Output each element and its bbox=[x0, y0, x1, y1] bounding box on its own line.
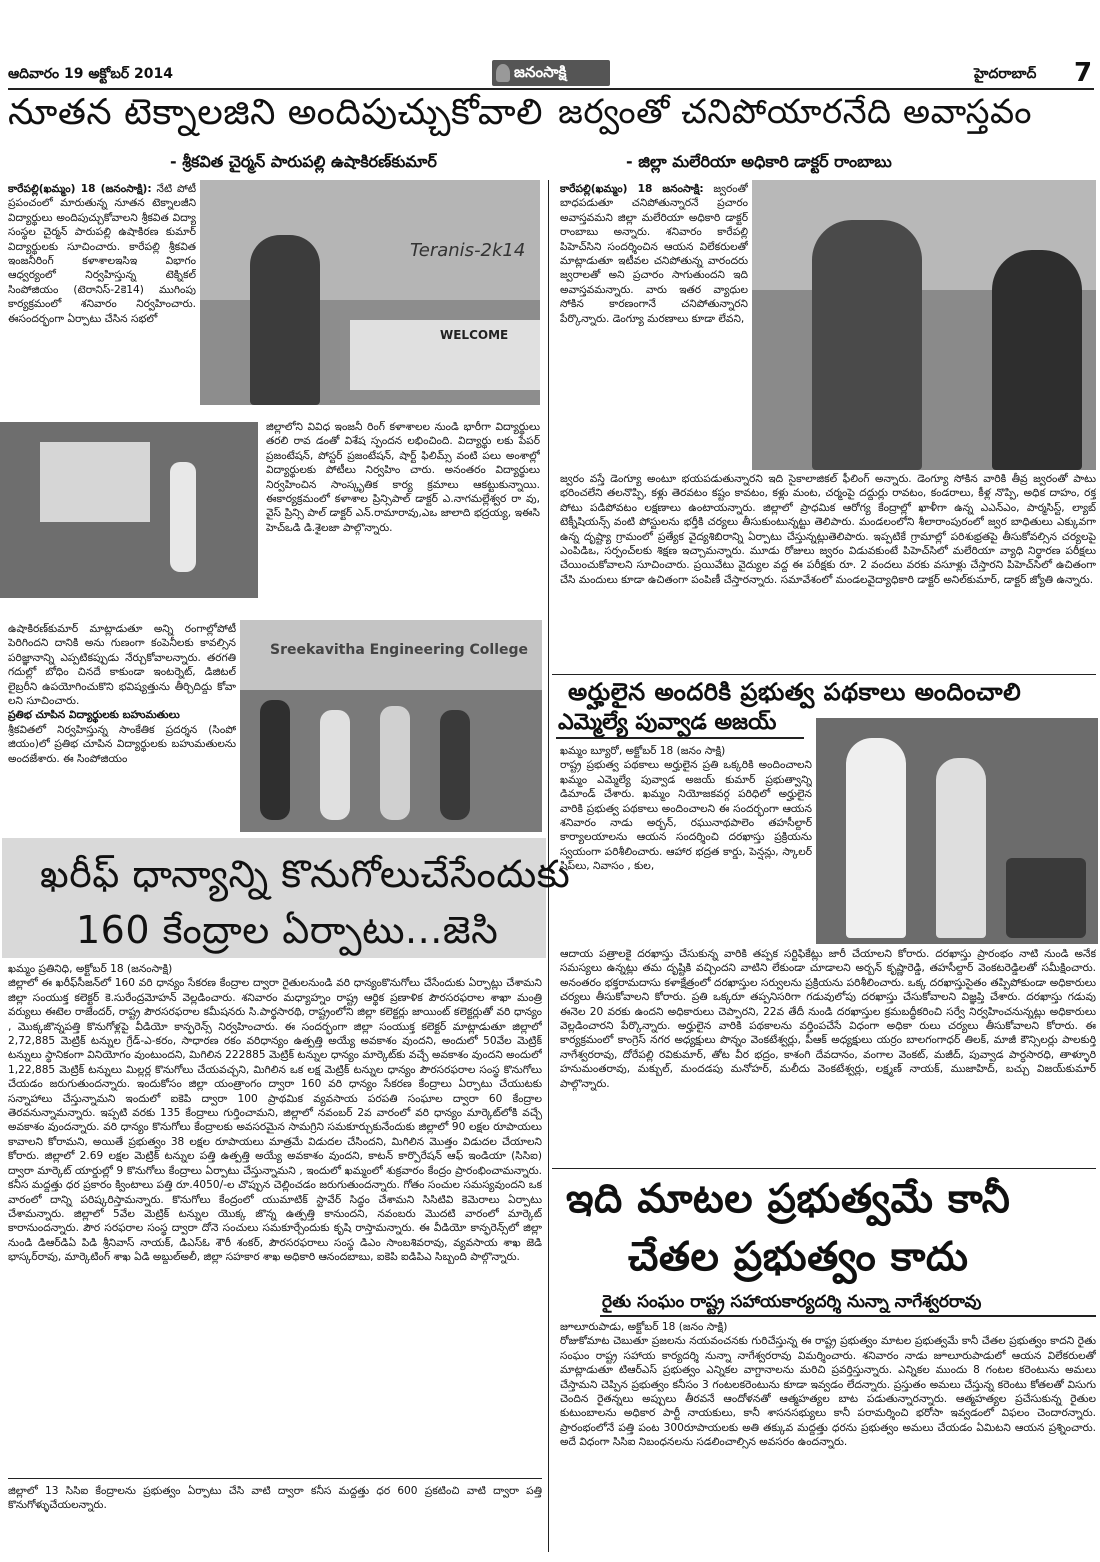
article4-dateline: ఖమ్మం ప్రతినిధి, అక్టోబర్ 18 (జనంసాక్షి) bbox=[8, 963, 173, 975]
article1-byline: - శ్రీకవిత చైర్మన్ పారుపల్లి ఉషాకిరణ్‌కుమార్ bbox=[170, 152, 437, 171]
issue-date: ఆదివారం 19 అక్టోబర్ 2014 bbox=[8, 66, 174, 82]
photo-dancer-3 bbox=[380, 706, 410, 820]
article3-byline: ఎమ్మెల్యే పువ్వాడ అజయ్ bbox=[558, 710, 777, 735]
article3-rule bbox=[552, 1168, 1096, 1169]
article4-rule bbox=[8, 1478, 542, 1479]
photo-mla bbox=[846, 738, 906, 938]
article5-dateline: జూలూరుపాడు, అక్టోబర్ 18 (జనం సాక్షి) bbox=[560, 1321, 728, 1333]
photo-mla-visit bbox=[816, 718, 1098, 944]
article5-headline-l1: ఇది మాటల ప్రభుత్వమే కానీ bbox=[566, 1176, 1011, 1222]
page-number: 7 bbox=[1074, 58, 1093, 88]
photo-dancer-4 bbox=[440, 710, 470, 820]
page-header bbox=[0, 0, 1100, 96]
article5-byline: రైతు సంఘం రాష్ట్ర సహాయకార్యదర్శి నున్నా నాగేశ్వరరావు bbox=[602, 1292, 982, 1312]
photo-drum bbox=[1006, 858, 1086, 938]
article2-dateline: కారేపల్లి(ఖమ్మం) 18 జనంసాక్షి: bbox=[560, 183, 704, 195]
article3-col1 bbox=[560, 744, 812, 946]
article1-col1-text: నేటి పోటీ ప్రపంచంలో మారుతున్న నూతన టెక్నాలజీని విద్యార్థులు అందిపుచ్చుకోవాలని శ్రీకవిత విద్యా సంస్థల చైర్మన్ పారుపల్లి ఉషాకిరణ కుమార్ విద్యార్థులకు సూచించారు. కారేపల్లి శ్రీకవిత ఇంజనీరింగ్ కళాశాలఇసిఇ విభాగం ఆధ్వర్యంలో నిర్వహిస్తున్న టెక్నికల్ సింపోజియం (టెరానిస్-2కె14) ముగింపు కార్యక్రమంలో శనివారం నిర్వహించారు. ఈసందర్భంగా ఏర్పాటు చేసిన సభలో bbox=[8, 183, 196, 325]
photo-banner: Teranis-2k14 bbox=[410, 240, 526, 261]
article4-headline-l2: 160 కేంద్రాల ఏర్పాటు...జెసి bbox=[76, 908, 499, 952]
article2-headline: జర్వంతో చనిపోయారనేది అవాస్తవం bbox=[558, 92, 1032, 132]
article1-headline: నూతన టెక్నాలజిని అందిపుచ్చుకోవాలి bbox=[8, 92, 544, 133]
photo-dance-banner bbox=[240, 620, 542, 690]
photo-dancer-2 bbox=[320, 710, 350, 820]
photo-presentation bbox=[0, 422, 258, 598]
photo-malaria-officer bbox=[752, 180, 1096, 470]
photo-woman bbox=[992, 250, 1082, 470]
photo-speaker bbox=[250, 235, 320, 405]
article3-headline: అర్హులైన అందరికి ప్రభుత్వ పథకాలు అందించాలి bbox=[568, 678, 1022, 706]
city-name: హైదరాబాద్ bbox=[974, 66, 1037, 82]
photo-symposium-speaker bbox=[200, 180, 540, 405]
article5-body-text: రోజుకోమాట చెబుతూ ప్రజలను నయవంచనకు గురిచేస్తున్న ఈ రాష్ట్ర ప్రభుత్వం మాటల ప్రభుత్వమే కానీ చేతల ప్రభుత్వం కాదని రైతు సంఘం రాష్ట్ర సహాయ కార్యదర్శి నున్నా నాగేశ్వరరావు విమర్శించారు. శనివారం నాడు జూలూరుపాడులో ఆయన విలేకరులతో మాట్లాడుతూ టిఆర్ఎస్ ప్రభుత్వం ఎన్నికల వాగ్దానాలను మరిచి ప్రవర్తిస్తున్నారు. ఎన్నికల ముందు 8 గంటల కరెంటును అమలు చేస్తామని చెప్పిన ప్రభుత్వం కనీసం 3 గంటలకరెంటును కూడా ఇవ్వడం లేదన్నారు. ప్రస్తుతం అమలు చేస్తున్న కరెంటు కోతలతో విసుగు చెందిన రైతన్నలు అప్పులు తీరవనే ఆందోళనతో ఆత్మహత్యల బాట పడుతున్నారన్నారు. ఆత్మహత్యల ప్రచేసుకున్న రైతుల కుటుంబాలను అధికార పార్టీ నాయకులు, కానీ శాసనసభ్యులు కానీ పరామర్శించి భరోసా ఇవ్వడంలో విఫలం చెందారన్నారు. ప్రారంభంలోనే పత్తి పంట 300రూపాయలకు అతి తక్కువ మద్దత్తు ధరను ప్రభుత్వం అమలు చేయడం ఏమిటని ఆయన ప్రశ్నించారు. అదే విధంగా సిసిఐ నిబంధనలను సడలించాల్సిన అవసరం ఉందన్నారు. bbox=[560, 1335, 1096, 1449]
photo-dancer-1 bbox=[260, 700, 290, 820]
article2-rule bbox=[552, 674, 1096, 675]
article1-col3 bbox=[8, 622, 236, 832]
article1-col1 bbox=[8, 182, 196, 412]
article2-col1 bbox=[560, 182, 748, 470]
masthead-logo bbox=[492, 60, 610, 86]
article2-byline: - జిల్లా మలేరియా అధికారి డాక్టర్ రాంబాబు bbox=[626, 152, 892, 171]
article4-body-text: జిల్లాలో ఈ ఖరీఫ్‌సీజన్‌లో 160 వరి ధాన్యం సేకరణ కేంద్రాల ద్వారా రైతులనుండి వరి ధాన్యంకొనుగోలు చేసేందుకు ఏర్పాట్లు చేశామని జిల్లా సంయుక్త కలెక్టర్ కె.సురేంద్రమోహన్ వెల్లడించారు. శనివారం మధ్యాహ్నం రాష్ట్ర ఆర్థిక ప్రణాళిక పౌరసరఫరాల శాఖా మంత్రి వర్యులు ఈటెల రాజేందర్, రాష్ట్ర పౌరసరఫరాల కమీషనరు సి.పార్థసారథి, రాష్ట్రంలోని జిల్లా కలెక్టర్లు జాయింట్ కలెక్టర్లుతో వరి ధాన్యం , మొక్కజొన్నపత్తి కొనుగోళ్లపై వీడియో కాన్ఫరెన్స్ నిర్వహించారు. ఈ సందర్భంగా జిల్లా సంయుక్త కలెక్టర్ మాట్లాడుతూ జిల్లాలో 2,72,885 మెట్రిక్ టన్నుల గ్రేడ్-ఎ-కరం, సాధారణ రకం వరిధాన్యం ఉత్పత్తి అయ్యే అవకాశం వుందని, అందులో 50వేల మెట్రిక్ టన్నులు స్థానికంగా వినియోగం వుంటుందని, మిగిలిన 222885 మెట్రిక్ టన్నుల ధాన్యం మార్కెట్‌కు వచ్చే అవకాశం వుందని అందులో 1,22,885 మెట్రిక్ టన్నులు మిల్లర్ల కొనుగోలు చేయవచ్చని, మిగిలిన ఒక లక్ష మెట్రిక్ టన్నుల ధాన్యం పౌరసరఫరాల సంస్థ కొనుగోలు చేయడం జరుగుతుందన్నారు. ఇందుకోసం జిల్లా యంత్రాంగం ద్వారా 160 వరి ధాన్యం సేకరణ కేంద్రాలు ఏర్పాటు చేయుటకు సన్నాహాలు చేస్తున్నామని ఇందులో ఐకెపి ద్వారా 100 ప్రాథమిక వ్యవసాయ పరపతి సంఘాల ద్వారా 60 కేంద్రాల తెరవనున్నామన్నారు. ఇప్పటి వరకు 135 కేంద్రాలు గుర్తించామని, జిల్లాలో నవంబర్ 2వ వారంలో వరి ధాన్యం మార్కెట్‌లోకి వచ్చే అవకాశం వుందన్నారు. వరి ధాన్యం కొనుగోలు కేంద్రాలకు అవసరమైన సామగ్రిని సమకూర్చుకునేందుకు జిల్లాలో 90 లక్షల రూపాయలు కావాలని కోరామని, అయితే ప్రభుత్వం 38 లక్షల రూపాయలు మాత్రమే విడుదల చేసిందని, మిగిలిన మొత్తం విడుదల చేయాలని కోరారు. జిల్లాలో 2.69 లక్షల మెట్రిక్ టన్నుల పత్తి ఉత్పత్తి అయ్యే అవకాశం వుందని, కాటన్ కార్పొరేషన్ ఆఫ్ ఇండియా (సిసిఐ) ద్వారా మార్కెట్ యార్డుల్లో 9 కొనుగోలు కేంద్రాలు ఏర్పాటు చేస్తున్నామని , ఇందులో ఖమ్మంలో శుక్రవారం కేంద్రం ప్రారంభించామన్నారు. కనీస మద్దత్తు ధర ప్రకారం క్వింటాలు పత్తి రూ.4050/-ల చొప్పున చెల్లించడం జరుగుతుందన్నారు. గోతం సంచుల సమస్యవుందని ఒక వారంలో దాన్ని పరిష్కరిస్తామన్నారు. కొనుగోలు కేంద్రంలో యుమాటిక్ స్టావేర్ సిద్ధం చేశామని సిసిటివి కెమెరాలు ఏర్పాటు చేశామన్నారు. జిల్లాలో 5వేల మెట్రిక్ టన్నుల యొక్క జొన్న ఉత్పత్తి కానుందని, నవంబరు మొదటి వారంలో మార్కెట్ కారానుందన్నారు. పౌర సరఫరాల సంస్థ ద్వారా దోనె సంచులు సమకూర్చేందుకు కృషి రాస్తామన్నారు. ఈ వీడియో కాన్ఫరెన్స్‌లో జిల్లా నుండి డిఆర్‌డిఏ పిడి శ్రీనివాస్ నాయక్, డిఎస్‌ఓ శౌరీ శంకర్, పౌరసరఫరాలు సంస్థ డిఎం సాంబశివరావు, వ్యవసాయ శాఖ జెడి భాస్కర్‌రావు, మార్కెటింగ్ శాఖ ఏడి అబ్దుల్‌అలీ, జిల్లా సహకార శాఖ అధికారి ఆనందబాబు, ఐకెపి ఐడిపిఎ సిబ్బంది పాల్గొన్నారు. bbox=[8, 977, 542, 1264]
article3-byline-rule bbox=[556, 737, 804, 739]
photo-dance-banner-text: Sreekavitha Engineering College bbox=[270, 642, 529, 658]
photo-presenter bbox=[170, 462, 196, 572]
photo-officer bbox=[812, 220, 922, 470]
photo-attendee bbox=[936, 758, 986, 938]
article3-body: ఆదాయ పత్రాలకై దరఖాస్తు చేసుకున్న వారికి తప్పక సర్టిఫికేట్లు జారీ చేయాలని కోరారు. దరఖాస్తు ప్రారంభం నాటి నుండి అనేక సమస్యలు ఉన్నట్లు తమ దృష్టికి వచ్చిందని వాటిని లేకుండా చూడాలని అర్బన్ కృష్ణారెడ్డి, తహసీల్దార్ వెంకటరెడ్డిలతో సమీక్షించారు. అనంతరం భక్తరామదాసు కళాక్షేత్రంలో దరఖాస్తుల సర్వులను ప్రక్రియను పరిశీలించారు. ఒక్క దరఖాస్తుసైతం తప్పిపోకుండా అధికారులు చర్యలు తీసుకోవాలని కోరారు. ప్రతి ఒక్కరూ తప్పనిసరిగా గడువులోపు దరఖాస్తు చేసుకోవాలని విజ్ఞప్తి చేశారు. దరఖాస్తు గడువు ఈనెల 20 వరకు ఉందని అధికారులు చెప్పారని, 22వ తేదీ నుండి దరఖాస్తుల క్రమబద్ధీకరించి సర్వే నిర్వహించనున్నట్లు అధికారులు వెల్లడించారని పేర్కొన్నారు. అర్హులైన వారికి పథకాలను వర్తింపచేసే విధంగా అధికా రులు చర్యలు తీసుకోవాలని కోరారు. ఈ కార్యక్రమంలో కాంగ్రెస్ నగర అధ్యక్షులు పొన్నం వెంకటేశ్వర్లు, పీఆక్ అధ్యక్షులు యర్రం బాలగంగాధర్ తిలక్, మాజీ కౌన్సిలర్లు పాలకుర్తి నాగేశ్వరరావు, దోరేపల్లి రవికుమార్, తోట వీర భద్రం, కాశంగి దేవదానం, వంగాల వెంకట్, మజీద్, పువ్వాడ పార్ధసారధి, తాళ్ళూరి హనుమంతరావు, మక్బుల్, మందడపు మనోహర్, మలీదు వెంకటేశ్వర్లు, లక్ష్మణ్ నాయక్, ముజాహిద్, బచ్చు విజయ్‌కుమార్ పాల్గొన్నారు. bbox=[560, 948, 1096, 1090]
article1-dateline: కారేపల్లి(ఖమ్మం) 18 (జనంసాక్షి): bbox=[8, 183, 152, 195]
article2-col1-text: జ్వరంతో బాధపడుతూ చనిపోతున్నారనే ప్రచారం అవాస్తవమని జిల్లా మలేరియా అధికారి డాక్టర్ రాంబాబు అన్నారు. శనివారం కారేపల్లి పిహెచ్‌సిని సందర్శించిన ఆయన విలేకరులతో మాట్లాడుతూ ఇటీవల చనిపోతున్న వారందరు జ్వరాలతో అని ప్రచారం సాగుతుందని ఇది అవాస్తవమన్నారు. వారు ఇతర వ్యాధుల సోకిన కారణంగానే చనిపోతున్నారని పేర్కొన్నారు. డెంగ్యూ మరణాలు కూడా లేవని, bbox=[560, 183, 748, 325]
article3-col1-text: రాష్ట్ర ప్రభుత్వ పథకాలు అర్హులైన ప్రతి ఒక్కరికి అందించాలని ఖమ్మం ఎమ్మెల్యే పువ్వాడ అజయ్ కుమార్ ప్రభుత్వాన్ని డిమాండ్ చేశారు. ఖమ్మం నియోజకవర్గ పరిధిలో అర్హులైన వారికి ప్రభుత్వ పథకాలు అందించాలని ఈ సందర్భంగా ఆయన శనివారం నాడు అర్బన్, రఘునాథపాలెం తహసీల్దార్ కార్యాలయాలను ఆయన సందర్శించి దరఖాస్తు ప్రక్రియను స్వయంగా పరిశీలించారు. ఆహార భద్రత కార్డు, పెన్షన్లు, స్కాలర్ షిప్‌లు, నివాసం , కుల, bbox=[560, 759, 812, 873]
article5-byline-rule bbox=[600, 1315, 1096, 1317]
article5-headline-l2: చేతల ప్రభుత్వం కాదు bbox=[628, 1234, 969, 1280]
article1-col3b-text: శ్రీకవితలో నిర్వహిస్తున్న సాంకేతిక ప్రదర్శన (సింపో జియం)లో ప్రతిభ చూపిన విద్యార్థులకు బహుమతులను అందజేశారు. ఈ సింపోజియం bbox=[8, 723, 236, 765]
article3-dateline: ఖమ్మం బ్యూరో, అక్టోబర్ 18 (జనం సాక్షి) bbox=[560, 745, 726, 757]
article4-headline-l1: ఖరీఫ్ ధాన్యాన్ని కొనుగోలుచేసేందుకు bbox=[40, 852, 571, 896]
photo-dance bbox=[240, 620, 542, 832]
photo-screen bbox=[40, 442, 150, 522]
photo-welcome: WELCOME bbox=[440, 328, 509, 342]
article5-body bbox=[560, 1320, 1096, 1520]
article4-footer: జిల్లాలో 13 సిసిఐ కేంద్రాలను ప్రభుత్వం ఏర్పాటు చేసి వాటి ద్వారా కనీస మద్దత్తు ధర 600 ప్రకటించి వాటి ద్వారా పత్తి కొనుగోళ్ళుచేయలన్నారు. bbox=[8, 1485, 542, 1512]
header-rule bbox=[8, 88, 1094, 90]
article1-subhead: ప్రతిభ చూపిన విద్యార్థులకు బహుమతులు bbox=[8, 709, 180, 722]
article2-body: జ్వరం వస్తే డెంగ్యూ అంటూ భయపడుతున్నారని ఇది సైకాలాజికల్ ఫీలింగ్ అన్నారు. డెంగ్యూ సోకిన వారికి తీవ్ర జ్వరంతో పాటు భరించలేని తలనొప్పి, కళ్లు తెరవటం కష్టం కావటం, కళ్లు మంట, చర్మంపై దద్దుర్లు రావటం, కండరాలు, కీళ్ల నొప్పి, అధిక దాహం, రక్త పోటు పడిపోవటం లక్షణాలు ఉంటాయన్నారు. జిల్లాలో ప్రాధమిక ఆరోగ్య కేంద్రాల్లో ఖాళీగా ఉన్న ఎఎన్‌ఎం, పార్మసిస్ట్, ల్యాబ్ టెక్నీషియన్స్ వంటి పోస్టులను భర్తీకి చర్యలు తీసుకుంటున్నట్టు తెలిపారు. మండలంలోని శీలారాంపురంలో జ్వర బాధితులు ఎక్కువగా ఉన్న దృష్ట్యా గ్రామంలో ప్రత్యేక వైద్యశిబిరాన్ని ఏర్పాటు చేస్తున్నట్లుతెలిపారు. ఇప్పటికే గ్రామాల్లో పరిశుభ్రతపై తీసుకోవల్సిన చర్యలపై ఎంపిడిఒ, సర్పంచ్‌లకు శిక్షణ ఇచ్చామన్నారు. మూడు రోజులు జ్వరం విడువకుంటే పిహెచ్‌సిలో మలేరియా వ్యాధి నిర్థారణ పరీక్షలు చేయించుకోవాలని సూచించారు. ప్రయివేటు వైద్యుల వద్ద ఈ పరీక్షకు రూ. 2 వందలు వరకు వసూళ్లు చేస్తారని పిహెచ్‌సిలో ఉచితంగా చేసి మందులు కూడా ఉచితంగా పంపిణీ చేస్తారన్నారు. సమావేశంలో మండలవైద్యాధికారి డాక్టర్ అనిల్‌కుమార్, డాక్టర్ జ్యోతి ఉన్నారు. bbox=[560, 473, 1096, 586]
masthead-emblem-icon bbox=[496, 64, 510, 82]
article4-body bbox=[8, 962, 542, 1474]
article1-col3-text: ఉషాకిరణ్‌కుమార్ మాట్లాడుతూ అన్ని రంగాల్లోపోటీ పెరిగిందని దానికి అను గుణంగా కంపెనీలకు కావల్సిన పరిజ్ఞానాన్ని ఎప్పటికప్పుడు నేర్చుకోవాలన్నారు. తరగతి గదుల్లో బోధిం చినదే కాకుండా ఇంటర్నెట్, డిజిటల్ లైబ్రరీని ఉపయోగించుకొని భవిష్యత్తును తీర్చిదిద్దు కోవా లని సూచించారు. bbox=[8, 623, 236, 708]
masthead-text: జనంసాక్షి bbox=[514, 63, 567, 81]
article1-col2: జిల్లాలోని వివిధ ఇంజనీ రింగ్ కళాశాలల నుండి భారీగా విద్యార్థులు తరలి రావ డంతో విశేష స్పందన లభించింది. విద్యార్థు లకు పేపర్ ప్రజంటేషన్, పోస్టర్ ప్రజంటేషన్, షార్ట్ ఫిలిమ్స్ వంటి పలు అంశాల్లో విద్యార్థులకు పోటీలు నిర్వహిం చారు. అనంతరం విద్యార్థులు నిర్వహించిన సాంస్కృతిక కార్య క్రమాలు ఆకట్టుకున్నాయి. ఈకార్యక్రమంలో కళాశాల ప్రిన్సిపాల్ డాక్టర్ ఎ.నాగమల్లేశ్వర రా వు, వైస్ ప్రిన్సి పాల్ డాక్టర్ ఎన్.రామారావు,ఎఒ జాలాది భద్రయ్య, ఇఈసి హెచ్‌ఒడి డి.శైలజా పాల్గొన్నారు. bbox=[266, 421, 540, 534]
